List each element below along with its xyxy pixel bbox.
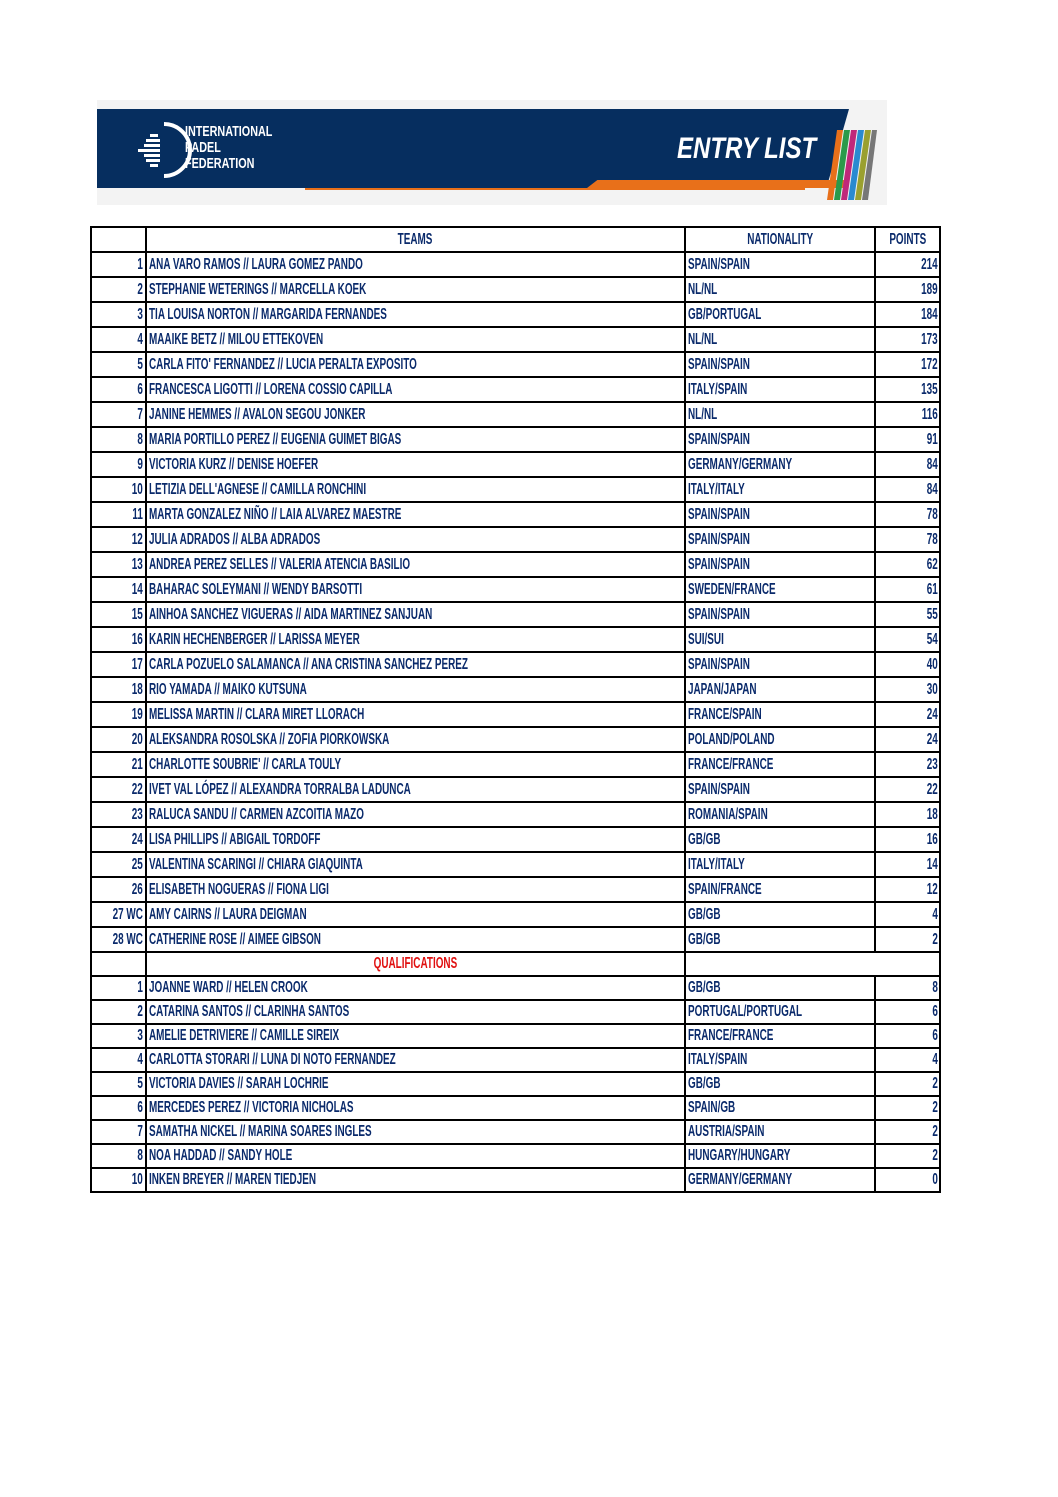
org-name	[185, 124, 272, 172]
rank-cell: 7	[91, 402, 146, 427]
points-cell: 2	[875, 927, 941, 952]
nationality-cell: AUSTRIA/SPAIN	[685, 1120, 875, 1144]
points-cell: 78	[875, 527, 941, 552]
nationality-cell: NL/NL	[685, 402, 875, 427]
nationality-cell: GERMANY/GERMANY	[685, 1168, 875, 1192]
points-cell: 91	[875, 427, 941, 452]
nationality-cell: SPAIN/SPAIN	[685, 777, 875, 802]
nationality-cell: SPAIN/SPAIN	[685, 527, 875, 552]
empty-cell	[685, 952, 941, 976]
nationality-cell: SPAIN/SPAIN	[685, 427, 875, 452]
banner-orange-bar	[587, 180, 847, 188]
column-header-rank	[91, 227, 146, 252]
team-cell: NOA HADDAD // SANDY HOLE	[146, 1144, 685, 1168]
nationality-cell: HUNGARY/HUNGARY	[685, 1144, 875, 1168]
points-cell: 2	[875, 1096, 941, 1120]
table-row	[91, 1048, 940, 1072]
points-cell: 84	[875, 452, 941, 477]
rank-cell: 1	[91, 976, 146, 1000]
points-cell: 4	[875, 1048, 941, 1072]
nationality-cell: POLAND/POLAND	[685, 727, 875, 752]
team-cell: AMELIE DETRIVIERE // CAMILLE SIREIX	[146, 1024, 685, 1048]
nationality-cell: SPAIN/FRANCE	[685, 877, 875, 902]
table-header-row	[91, 227, 940, 252]
rank-cell: 8	[91, 1144, 146, 1168]
team-cell: RIO YAMADA // MAIKO KUTSUNA	[146, 677, 685, 702]
points-cell: 61	[875, 577, 941, 602]
nationality-cell: ITALY/ITALY	[685, 477, 875, 502]
table-row	[91, 402, 940, 427]
team-cell: MARIA PORTILLO PEREZ // EUGENIA GUIMET BIGAS	[146, 427, 685, 452]
nationality-cell: FRANCE/SPAIN	[685, 702, 875, 727]
rank-cell: 1	[91, 252, 146, 277]
rank-cell: 16	[91, 627, 146, 652]
table-row	[91, 1072, 940, 1096]
rank-cell: 3	[91, 1024, 146, 1048]
table-row	[91, 1000, 940, 1024]
nationality-cell: ROMANIA/SPAIN	[685, 802, 875, 827]
table-row	[91, 352, 940, 377]
org-name-line: PADEL	[185, 139, 221, 156]
points-cell: 135	[875, 377, 941, 402]
points-cell: 16	[875, 827, 941, 852]
team-cell: CHARLOTTE SOUBRIE' // CARLA TOULY	[146, 752, 685, 777]
rank-cell: 4	[91, 327, 146, 352]
table-row	[91, 252, 940, 277]
points-cell: 184	[875, 302, 941, 327]
points-cell: 18	[875, 802, 941, 827]
rank-cell: 26	[91, 877, 146, 902]
nationality-cell: SPAIN/SPAIN	[685, 652, 875, 677]
nationality-cell: FRANCE/FRANCE	[685, 1024, 875, 1048]
points-cell: 54	[875, 627, 941, 652]
nationality-cell: FRANCE/FRANCE	[685, 752, 875, 777]
rank-cell: 27 WC	[91, 902, 146, 927]
nationality-cell: SPAIN/SPAIN	[685, 352, 875, 377]
table-row	[91, 652, 940, 677]
table-row	[91, 327, 940, 352]
rank-cell: 24	[91, 827, 146, 852]
team-cell: JULIA ADRADOS // ALBA ADRADOS	[146, 527, 685, 552]
team-cell: RALUCA SANDU // CARMEN AZCOITIA MAZO	[146, 802, 685, 827]
rank-cell: 14	[91, 577, 146, 602]
points-cell: 2	[875, 1072, 941, 1096]
points-cell: 55	[875, 602, 941, 627]
team-cell: LETIZIA DELL'AGNESE // CAMILLA RONCHINI	[146, 477, 685, 502]
rank-cell: 2	[91, 1000, 146, 1024]
nationality-cell: SPAIN/GB	[685, 1096, 875, 1120]
points-cell: 4	[875, 902, 941, 927]
table-row	[91, 702, 940, 727]
team-cell: STEPHANIE WETERINGS // MARCELLA KOEK	[146, 277, 685, 302]
table-row	[91, 677, 940, 702]
table-row	[91, 377, 940, 402]
points-cell: 2	[875, 1120, 941, 1144]
table-row	[91, 577, 940, 602]
points-cell: 172	[875, 352, 941, 377]
nationality-cell: NL/NL	[685, 277, 875, 302]
team-cell: FRANCESCA LIGOTTI // LORENA COSSIO CAPILLA	[146, 377, 685, 402]
nationality-cell: GB/GB	[685, 902, 875, 927]
rank-cell: 15	[91, 602, 146, 627]
team-cell: CATHERINE ROSE // AIMEE GIBSON	[146, 927, 685, 952]
rank-cell: 3	[91, 302, 146, 327]
points-cell: 22	[875, 777, 941, 802]
header-banner	[97, 100, 887, 205]
color-stripes-icon	[827, 130, 877, 200]
nationality-cell: ITALY/SPAIN	[685, 377, 875, 402]
column-header-teams: TEAMS	[146, 227, 685, 252]
rank-cell: 9	[91, 452, 146, 477]
rank-cell: 19	[91, 702, 146, 727]
team-cell: JOANNE WARD // HELEN CROOK	[146, 976, 685, 1000]
team-cell: LISA PHILLIPS // ABIGAIL TORDOFF	[146, 827, 685, 852]
team-cell: CARLOTTA STORARI // LUNA DI NOTO FERNANDEZ	[146, 1048, 685, 1072]
nationality-cell: GB/GB	[685, 1072, 875, 1096]
points-cell: 84	[875, 477, 941, 502]
rank-cell: 11	[91, 502, 146, 527]
team-cell: VALENTINA SCARINGI // CHIARA GIAQUINTA	[146, 852, 685, 877]
table-row	[91, 452, 940, 477]
nationality-cell: PORTUGAL/PORTUGAL	[685, 1000, 875, 1024]
nationality-cell: GERMANY/GERMANY	[685, 452, 875, 477]
qualifications-header-row	[91, 952, 940, 976]
ipf-logo-icon	[132, 120, 192, 180]
points-cell: 6	[875, 1000, 941, 1024]
org-name-line: INTERNATIONAL	[185, 123, 273, 140]
table-row	[91, 477, 940, 502]
rank-cell: 21	[91, 752, 146, 777]
points-cell: 0	[875, 1168, 941, 1192]
rank-cell: 2	[91, 277, 146, 302]
table-row	[91, 902, 940, 927]
table-row	[91, 1096, 940, 1120]
banner-orange-line	[305, 188, 805, 190]
org-name-line: FEDERATION	[185, 155, 255, 172]
points-cell: 6	[875, 1024, 941, 1048]
rank-cell: 5	[91, 1072, 146, 1096]
nationality-cell: SPAIN/SPAIN	[685, 602, 875, 627]
table-row	[91, 927, 940, 952]
points-cell: 8	[875, 976, 941, 1000]
team-cell: CARLA FITO' FERNANDEZ // LUCIA PERALTA EXPOSITO	[146, 352, 685, 377]
page-title: ENTRY LIST	[677, 132, 817, 165]
rank-cell: 7	[91, 1120, 146, 1144]
rank-cell: 28 WC	[91, 927, 146, 952]
team-cell: JANINE HEMMES // AVALON SEGOU JONKER	[146, 402, 685, 427]
rank-cell: 20	[91, 727, 146, 752]
points-cell: 78	[875, 502, 941, 527]
rank-cell: 17	[91, 652, 146, 677]
table-row	[91, 1120, 940, 1144]
rank-cell: 10	[91, 477, 146, 502]
nationality-cell: SWEDEN/FRANCE	[685, 577, 875, 602]
table-row	[91, 1024, 940, 1048]
nationality-cell: ITALY/SPAIN	[685, 1048, 875, 1072]
rank-cell: 8	[91, 427, 146, 452]
table-row	[91, 976, 940, 1000]
nationality-cell: SUI/SUI	[685, 627, 875, 652]
points-cell: 12	[875, 877, 941, 902]
table-row	[91, 802, 940, 827]
table-row	[91, 552, 940, 577]
table-row	[91, 427, 940, 452]
qualifications-label: QUALIFICATIONS	[146, 952, 685, 976]
team-cell: CARLA POZUELO SALAMANCA // ANA CRISTINA SANCHEZ PEREZ	[146, 652, 685, 677]
rank-cell: 23	[91, 802, 146, 827]
team-cell: BAHARAC SOLEYMANI // WENDY BARSOTTI	[146, 577, 685, 602]
table-row	[91, 877, 940, 902]
rank-cell: 10	[91, 1168, 146, 1192]
team-cell: ANDREA PEREZ SELLES // VALERIA ATENCIA BASILIO	[146, 552, 685, 577]
rank-cell: 22	[91, 777, 146, 802]
nationality-cell: SPAIN/SPAIN	[685, 252, 875, 277]
nationality-cell: GB/PORTUGAL	[685, 302, 875, 327]
team-cell: INKEN BREYER // MAREN TIEDJEN	[146, 1168, 685, 1192]
team-cell: ELISABETH NOGUERAS // FIONA LIGI	[146, 877, 685, 902]
team-cell: AINHOA SANCHEZ VIGUERAS // AIDA MARTINEZ SANJUAN	[146, 602, 685, 627]
empty-cell	[91, 952, 146, 976]
points-cell: 30	[875, 677, 941, 702]
table-row	[91, 627, 940, 652]
table-row	[91, 852, 940, 877]
nationality-cell: GB/GB	[685, 976, 875, 1000]
rank-cell: 6	[91, 377, 146, 402]
team-cell: KARIN HECHENBERGER // LARISSA MEYER	[146, 627, 685, 652]
team-cell: TIA LOUISA NORTON // MARGARIDA FERNANDES	[146, 302, 685, 327]
table-row	[91, 602, 940, 627]
table-row	[91, 502, 940, 527]
nationality-cell: SPAIN/SPAIN	[685, 552, 875, 577]
rank-cell: 18	[91, 677, 146, 702]
entry-list-table	[90, 226, 941, 1193]
team-cell: VICTORIA KURZ // DENISE HOEFER	[146, 452, 685, 477]
points-cell: 23	[875, 752, 941, 777]
rank-cell: 5	[91, 352, 146, 377]
team-cell: SAMATHA NICKEL // MARINA SOARES INGLES	[146, 1120, 685, 1144]
team-cell: VICTORIA DAVIES // SARAH LOCHRIE	[146, 1072, 685, 1096]
rank-cell: 12	[91, 527, 146, 552]
points-cell: 24	[875, 727, 941, 752]
nationality-cell: SPAIN/SPAIN	[685, 502, 875, 527]
team-cell: IVET VAL LÓPEZ // ALEXANDRA TORRALBA LADUNCA	[146, 777, 685, 802]
table-row	[91, 727, 940, 752]
nationality-cell: GB/GB	[685, 827, 875, 852]
points-cell: 62	[875, 552, 941, 577]
rank-cell: 4	[91, 1048, 146, 1072]
points-cell: 173	[875, 327, 941, 352]
nationality-cell: ITALY/ITALY	[685, 852, 875, 877]
table-row	[91, 1144, 940, 1168]
team-cell: AMY CAIRNS // LAURA DEIGMAN	[146, 902, 685, 927]
rank-cell: 25	[91, 852, 146, 877]
points-cell: 14	[875, 852, 941, 877]
column-header-points: POINTS	[875, 227, 941, 252]
table-row	[91, 827, 940, 852]
team-cell: ALEKSANDRA ROSOLSKA // ZOFIA PIORKOWSKA	[146, 727, 685, 752]
team-cell: MERCEDES PEREZ // VICTORIA NICHOLAS	[146, 1096, 685, 1120]
team-cell: MELISSA MARTIN // CLARA MIRET LLORACH	[146, 702, 685, 727]
table-row	[91, 277, 940, 302]
points-cell: 24	[875, 702, 941, 727]
nationality-cell: JAPAN/JAPAN	[685, 677, 875, 702]
points-cell: 40	[875, 652, 941, 677]
table-row	[91, 777, 940, 802]
rank-cell: 13	[91, 552, 146, 577]
table-row	[91, 1168, 940, 1192]
team-cell: ANA VARO RAMOS // LAURA GOMEZ PANDO	[146, 252, 685, 277]
points-cell: 2	[875, 1144, 941, 1168]
table-row	[91, 752, 940, 777]
nationality-cell: NL/NL	[685, 327, 875, 352]
team-cell: CATARINA SANTOS // CLARINHA SANTOS	[146, 1000, 685, 1024]
column-header-nationality: NATIONALITY	[685, 227, 875, 252]
points-cell: 116	[875, 402, 941, 427]
nationality-cell: GB/GB	[685, 927, 875, 952]
points-cell: 189	[875, 277, 941, 302]
points-cell: 214	[875, 252, 941, 277]
team-cell: MAAIKE BETZ // MILOU ETTEKOVEN	[146, 327, 685, 352]
table-row	[91, 527, 940, 552]
table-row	[91, 302, 940, 327]
team-cell: MARTA GONZALEZ NIÑO // LAIA ALVAREZ MAESTRE	[146, 502, 685, 527]
rank-cell: 6	[91, 1096, 146, 1120]
